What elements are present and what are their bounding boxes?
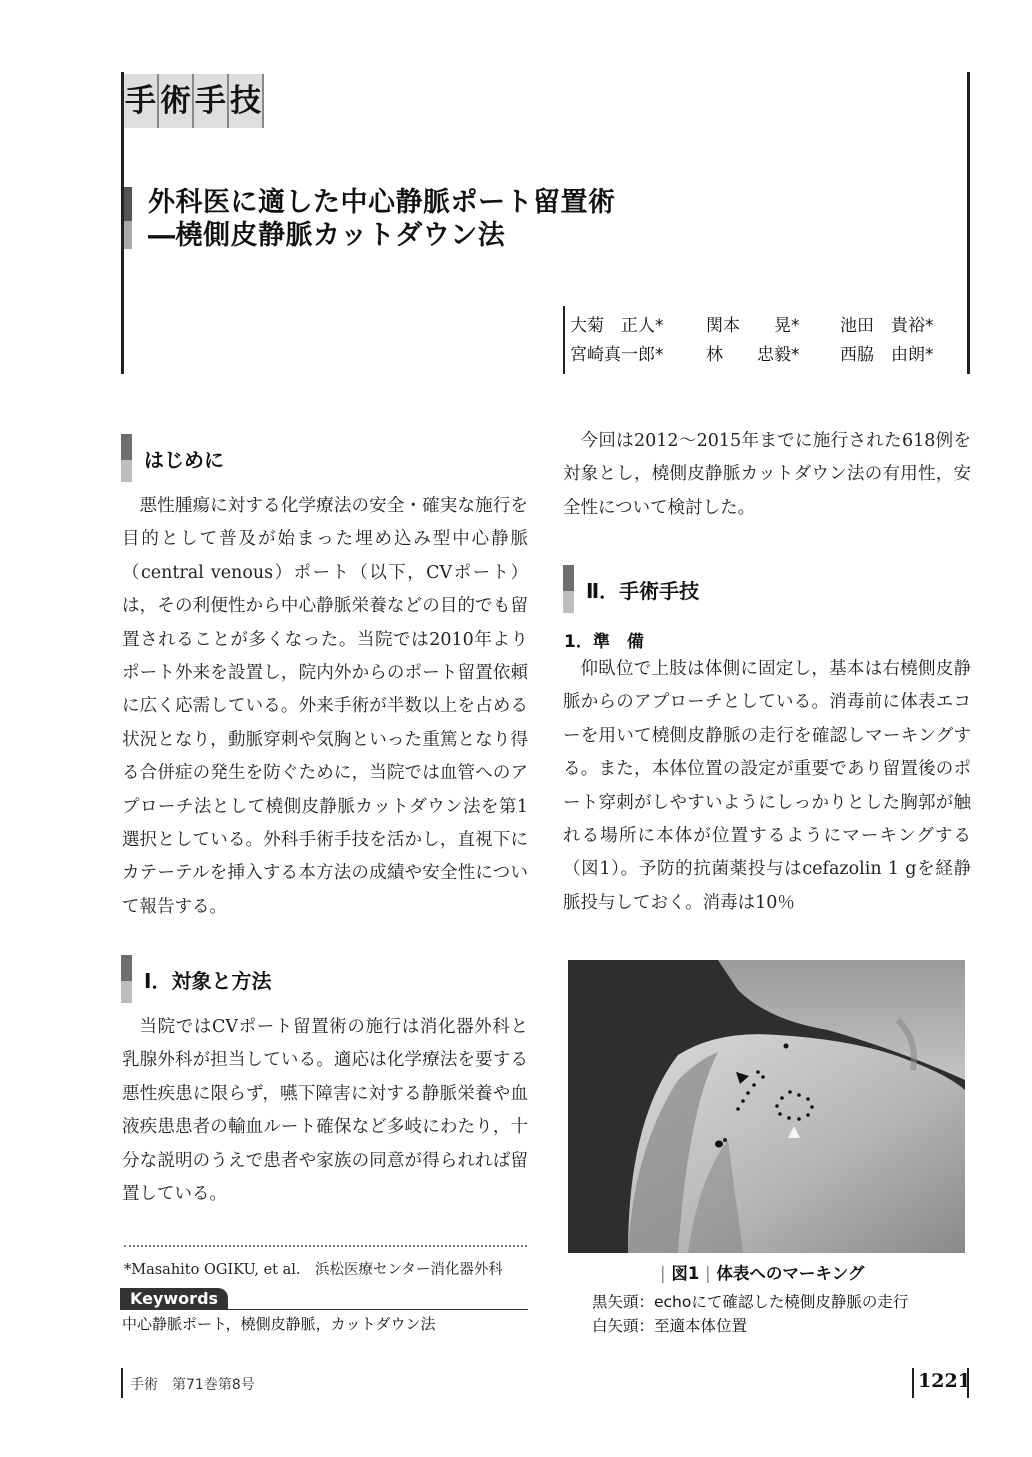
- category-char: 手: [124, 74, 159, 128]
- section-marker: [121, 434, 132, 482]
- category-char: 技: [229, 74, 264, 128]
- title-accent-dark: [124, 187, 132, 221]
- section2-body: [563, 653, 971, 920]
- intro-body: [122, 490, 528, 924]
- section-title: Ⅰ．対象と方法: [144, 968, 272, 993]
- author-list: [570, 312, 934, 370]
- caption-bar: |: [705, 1264, 711, 1283]
- journal-info: 手術 第71巻第8号: [130, 1377, 255, 1393]
- author-row: [570, 341, 934, 370]
- section1-body: [122, 1011, 528, 1211]
- section-marker: [121, 955, 132, 1003]
- shoulder-photo-illustration: [568, 960, 965, 1253]
- paragraph: 当院ではCVポート留置術の施行は消化器外科と乳腺外科が担当している。適応は化学療法を要する悪性疾患に限らず，嚥下障害に対する静脈栄養や血液疾患患者の輸血ルート確保など多岐にわたり，十分な説明のうえで患者や家族の同意が得られれば留置している。: [122, 1017, 528, 1205]
- header-right-rule: [967, 72, 970, 374]
- author: 林 忠毅*: [706, 345, 800, 365]
- paragraph: 仰臥位で上肢は体側に固定し，基本は右橈側皮静脈からのアプローチとしている。消毒前に体表エコーを用いて橈側皮静脈の走行を確認しマーキングする。また，本体位置の設定が重要であり留置後のポート穿刺がしやすいようにしっかりとした胸郭が触れる場所に本体が位置するようにマーキングする（図1）。予防的抗菌薬投与はcefazolin 1 gを経静脈投与しておく。消毒は10％: [563, 659, 971, 913]
- figure-notes: [592, 1290, 908, 1338]
- category-char: 手: [194, 74, 229, 128]
- footer-left-rule: [121, 1368, 123, 1398]
- category-label: [124, 74, 264, 130]
- category-char: 術: [159, 74, 194, 128]
- footer-rule: [912, 1368, 914, 1398]
- section-heading-intro: [121, 434, 224, 482]
- affiliation-footnote: *Masahito OGIKU, et al. 浜松医療センター消化器外科: [124, 1262, 503, 1278]
- page-number: 1221: [918, 1370, 971, 1392]
- author: 宮崎真一郎*: [570, 345, 664, 365]
- author: 関本 晃*: [706, 316, 800, 336]
- section-heading-2: [563, 565, 699, 613]
- title-line-2: ―橈側皮静脈カットダウン法: [148, 220, 506, 251]
- section-title: はじめに: [144, 447, 224, 472]
- figure-label: 図1: [671, 1264, 700, 1283]
- author-rule: [563, 306, 565, 374]
- keywords-rule: [120, 1309, 528, 1310]
- section-marker: [563, 565, 574, 613]
- figure-title: 体表へのマーキング: [716, 1264, 865, 1283]
- section1-continued: [563, 425, 971, 525]
- caption-bar: |: [660, 1264, 666, 1283]
- author: 西脇 由朗*: [840, 345, 934, 365]
- figure-photo: [568, 960, 965, 1253]
- figure-caption: [660, 1260, 864, 1284]
- paragraph: 悪性腫瘍に対する化学療法の安全・確実な施行を目的として普及が始まった埋め込み型中心静脈（central venous）ポート（以下，CVポート）は，その利便性から中心静脈栄養などの目的でも留置されることが多くなった。当院では2010年よりポート外来を設置し，院内外からのポート留置依頼に広く応需している。外来手術が半数以上を占める状況となり，動脈穿刺や気胸といった重篤となり得る合併症の発生を防ぐために，当院では血管へのアプローチ法として橈側皮静脈カットダウン法を第1選択としている。外科手術手技を活かし，直視下にカテーテルを挿入する本方法の成績や安全性について報告する。: [122, 496, 528, 917]
- article-title: [148, 186, 616, 252]
- title-accent-light: [124, 221, 132, 249]
- author: 池田 貴裕*: [840, 316, 934, 336]
- footnote-divider: [124, 1245, 527, 1247]
- section-heading-1: [121, 955, 271, 1003]
- paragraph: 今回は2012～2015年までに施行された618例を対象とし，橈側皮静脈カットダウン法の有用性，安全性について検討した。: [563, 431, 971, 518]
- figure-note: 白矢頭：至適本体位置: [592, 1317, 748, 1335]
- keywords-label: Keywords: [120, 1288, 228, 1310]
- section-title: Ⅱ．手術手技: [586, 578, 700, 603]
- subsection-title: 1．準 備: [564, 632, 644, 652]
- keywords-text: 中心静脈ポート，橈側皮静脈，カットダウン法: [122, 1315, 436, 1333]
- author-row: [570, 312, 934, 341]
- author: 大菊 正人*: [570, 316, 664, 336]
- title-line-1: 外科医に適した中心静脈ポート留置術: [148, 187, 616, 218]
- figure-note: 黒矢頭：echoにて確認した橈側皮静脈の走行: [592, 1293, 909, 1311]
